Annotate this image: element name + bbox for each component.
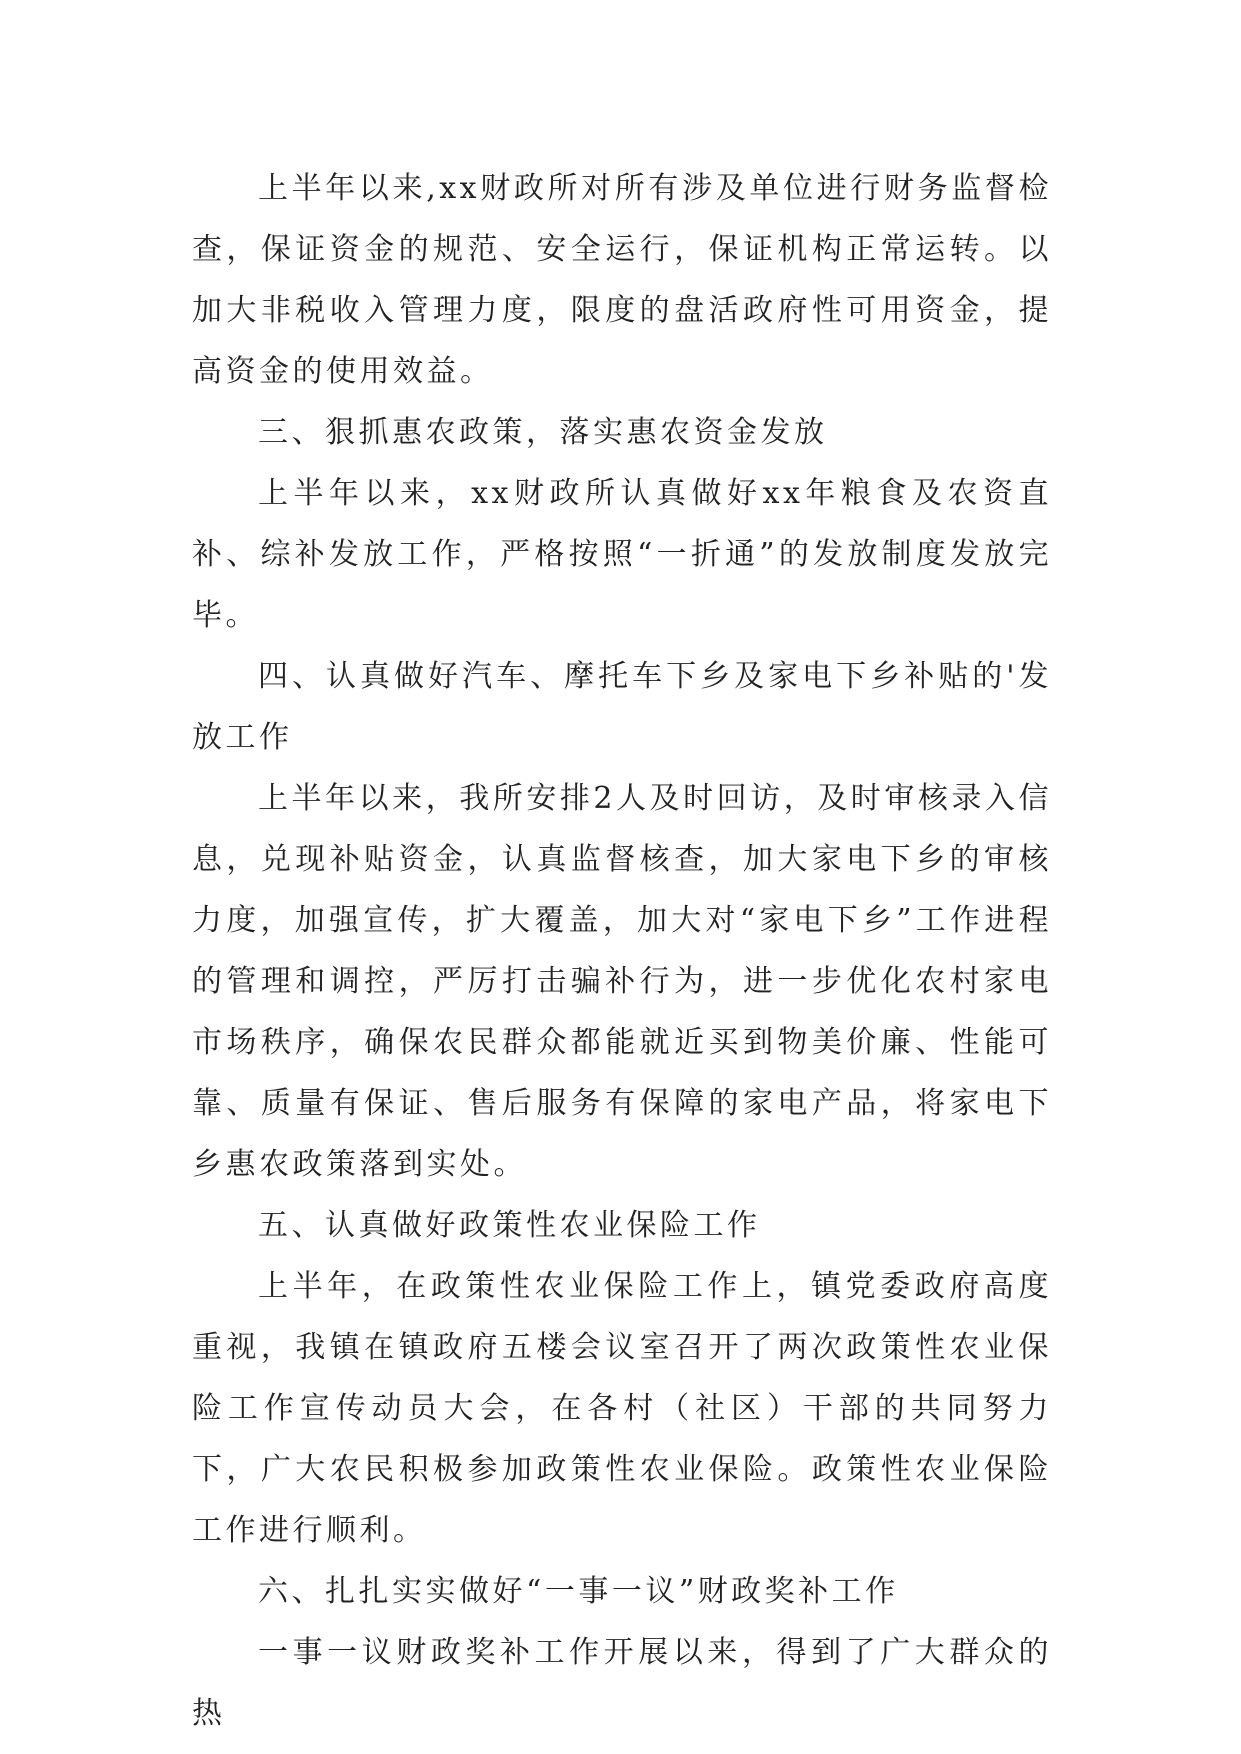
paragraph-financial-supervision: 上半年以来,xx财政所对所有涉及单位进行财务监督检查，保证资金的规范、安全运行，保证机构正常运转。以加大非税收入管理力度，限度的盘活政府性可用资金，提高资金的使用效益。 [192, 171, 1052, 389]
section-heading-3: 三、狠抓惠农政策，落实惠农资金发放 [258, 415, 828, 450]
section-heading-6: 六、扎扎实实做好“一事一议”财政奖补工作 [258, 1574, 899, 1609]
paragraph-agricultural-insurance: 上半年，在政策性农业保险工作上，镇党委政府高度重视，我镇在镇政府五楼会议室召开了两次政策性农业保险工作宣传动员大会，在各村（社区）干部的共同努力下，广大农民积极参加政策性农业保险。政策性农业保险工作进行顺利。 [192, 1269, 1052, 1548]
paragraph-appliance-subsidy: 上半年以来，我所安排2人及时回访，及时审核录入信息，兑现补贴资金，认真监督核查，加大家电下乡的审核力度，加强宣传，扩大覆盖，加大对“家电下乡”工作进程的管理和调控，严厉打击骗补行为，进一步优化农村家电市场秩序，确保农民群众都能就近买到物美价廉、性能可靠、质量有保证、售后服务有保障的家电产品，将家电下乡惠农政策落到实处。 [192, 781, 1052, 1182]
document-body [192, 158, 1052, 1744]
section-heading-5: 五、认真做好政策性农业保险工作 [258, 1208, 761, 1243]
paragraph-one-matter-one-discussion: 一事一议财政奖补工作开展以来，得到了广大群众的热 [192, 1635, 1052, 1731]
section-heading-4: 四、认真做好汽车、摩托车下乡及家电下乡补贴的'发放工作 [192, 659, 1052, 755]
paragraph-subsidy-distribution: 上半年以来，xx财政所认真做好xx年粮食及农资直补、综补发放工作，严格按照“一折通”的发放制度发放完毕。 [192, 476, 1052, 633]
